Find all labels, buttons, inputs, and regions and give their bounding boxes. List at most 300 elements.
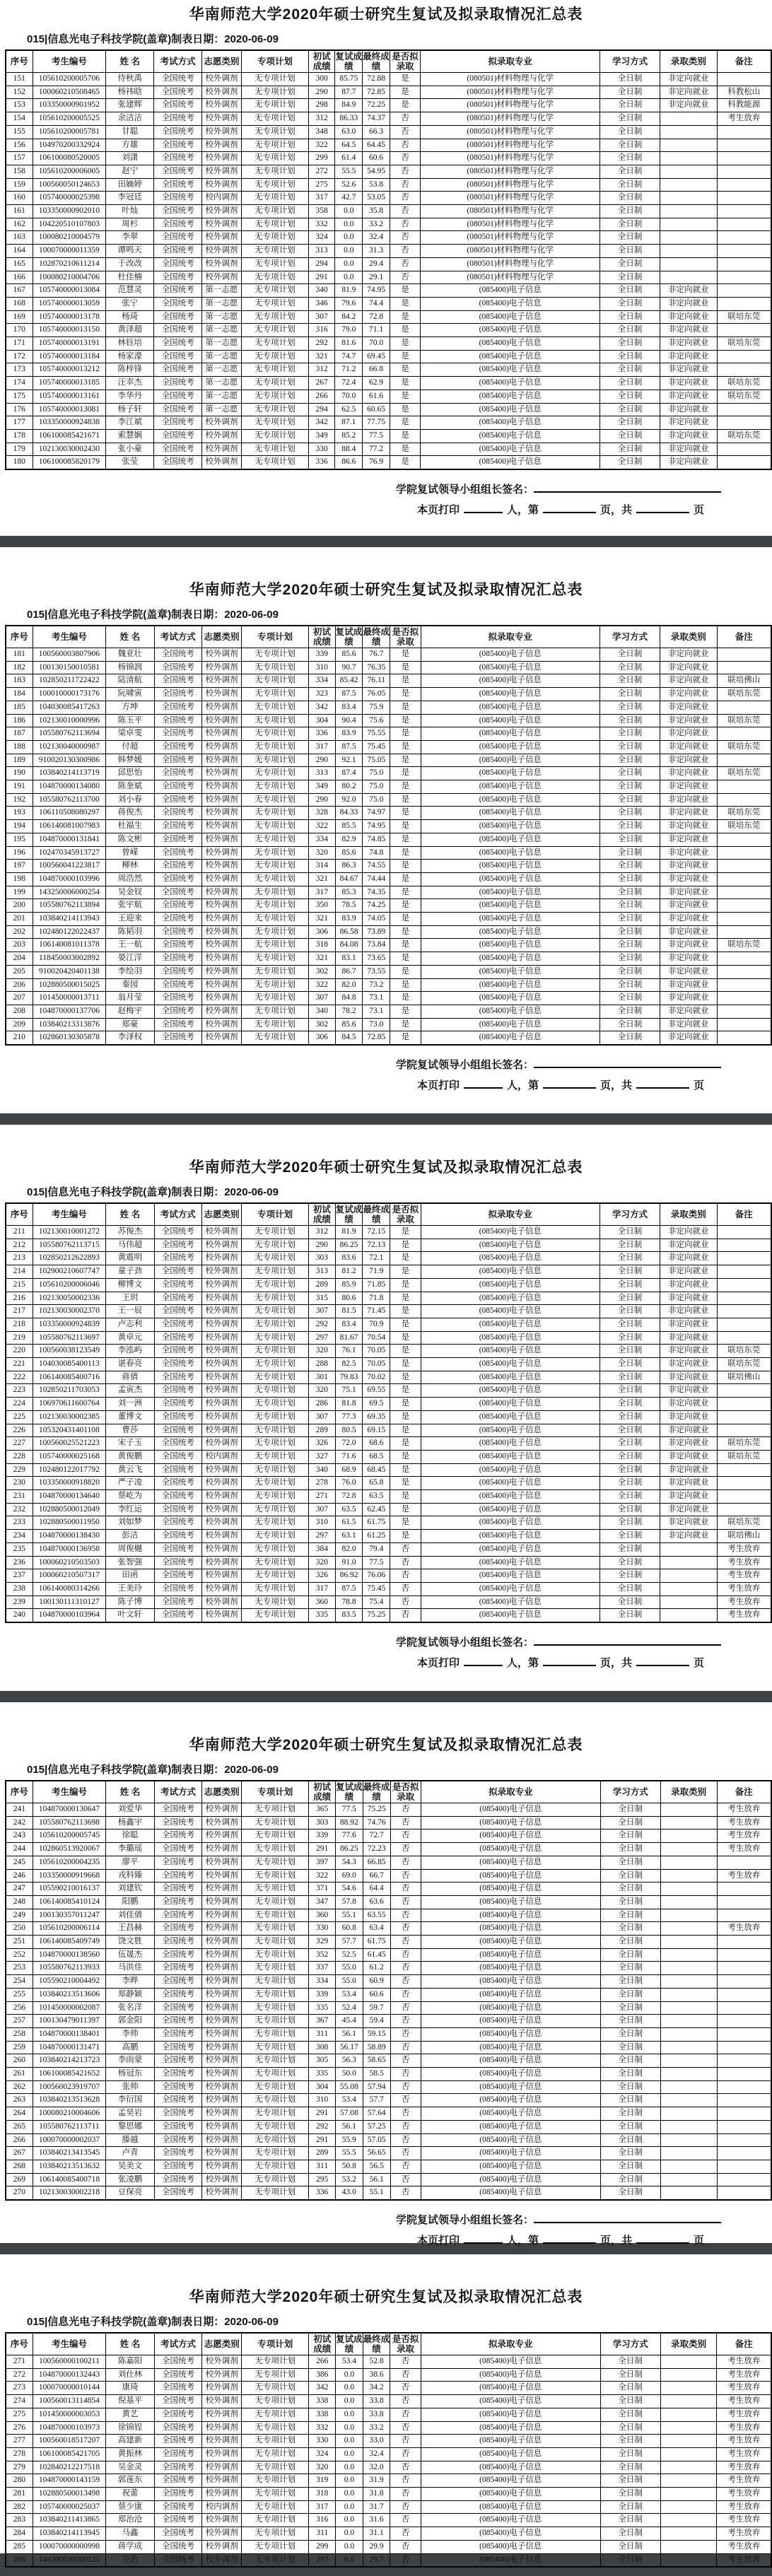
- cell-serial: 256: [6, 2001, 33, 2015]
- print-count-line: [0, 1655, 772, 1670]
- signature-line: [0, 2212, 772, 2227]
- cell-serial: 151: [6, 73, 33, 86]
- cell-admit: 是: [390, 1331, 421, 1345]
- table-row: [6, 2368, 771, 2382]
- cell-initial-score: 299: [309, 2540, 336, 2553]
- col-header-major: 拟录取专业: [421, 2333, 600, 2355]
- cell-admission-type: 非定向就业: [660, 846, 717, 860]
- table-row: [6, 456, 771, 469]
- cell-exam-method: 全国统考: [154, 284, 202, 298]
- table-row: [6, 1450, 771, 1463]
- cell-serial: 264: [6, 2107, 33, 2121]
- cell-final-score: 52.8: [363, 2355, 390, 2369]
- cell-study-mode: 全日制: [600, 2408, 660, 2421]
- cell-serial: 257: [6, 2015, 33, 2028]
- cell-major: (080501)材料物理与化学: [421, 112, 600, 126]
- cell-volunteer-category: 校外调剂: [202, 2080, 242, 2094]
- cell-admit: 是: [390, 324, 420, 337]
- cell-admit: 是: [390, 833, 421, 846]
- cell-candidate-id: 105740000013059: [33, 297, 106, 310]
- cell-serial: 213: [6, 1252, 33, 1265]
- cell-volunteer-category: 校外调剂: [202, 754, 242, 767]
- cell-special-plan: 无专项计划: [241, 73, 308, 86]
- cell-study-mode: 全日制: [600, 2001, 660, 2015]
- cell-volunteer-category: 校外调剂: [202, 1883, 242, 1896]
- table-row: [6, 1410, 771, 1424]
- cell-retest-score: 72.4: [335, 377, 363, 390]
- cell-final-score: 32.0: [363, 2461, 390, 2474]
- cell-admission-type: [660, 231, 717, 245]
- cell-name: 孟寅杰: [106, 1384, 154, 1398]
- cell-initial-score: 292: [309, 1318, 336, 1331]
- cell-retest-score: 68.9: [335, 1463, 363, 1477]
- cell-serial: 195: [6, 833, 33, 846]
- cell-volunteer-category: 校外调剂: [202, 2553, 242, 2567]
- cell-admit: 是: [390, 688, 421, 701]
- cell-special-plan: 无专项计划: [241, 1278, 308, 1292]
- cell-initial-score: 350: [309, 899, 336, 913]
- cell-remark: [717, 1856, 771, 1869]
- cell-retest-score: 0.0: [335, 205, 363, 218]
- cell-name: 陈玉平: [106, 714, 154, 727]
- cell-remark: [717, 2107, 771, 2121]
- cell-remark: [717, 965, 771, 978]
- cell-retest-score: 84.9: [335, 99, 363, 112]
- cell-remark: 联培东莞: [717, 377, 771, 390]
- cell-remark: 联培佛山: [717, 1371, 771, 1384]
- people-blank: [464, 2232, 503, 2244]
- cell-remark: [717, 192, 771, 205]
- cell-retest-score: 81.9: [335, 284, 363, 298]
- cell-study-mode: 全日制: [600, 1424, 660, 1437]
- cell-major: (085400)电子信息: [421, 1345, 600, 1358]
- cell-exam-method: 全国统考: [154, 2527, 202, 2541]
- cell-remark: [717, 925, 771, 939]
- cell-name: 祝蕾: [106, 2488, 154, 2501]
- cell-retest-score: 86.92: [335, 1569, 363, 1583]
- table-row: [6, 125, 771, 139]
- page-footer: [0, 481, 772, 517]
- cell-candidate-id: 104870000134080: [33, 780, 106, 794]
- cell-volunteer-category: 校外调剂: [202, 2173, 242, 2186]
- cell-name: 王一航: [106, 939, 154, 952]
- cell-volunteer-category: 校外调剂: [202, 2186, 242, 2200]
- cell-initial-score: 320: [309, 846, 336, 860]
- cell-final-score: 60.6: [363, 152, 390, 165]
- col-header-admit: 是否拟录取: [390, 2333, 421, 2355]
- cell-admission-type: [660, 2514, 717, 2527]
- cell-initial-score: 334: [309, 1975, 336, 1989]
- col-header-exam-method: 考试方式: [154, 50, 202, 73]
- cell-initial-score: 310: [309, 661, 336, 674]
- cell-study-mode: 全日制: [600, 1582, 660, 1596]
- cell-exam-method: 全国统考: [154, 2120, 202, 2133]
- cell-serial: 260: [6, 2054, 33, 2068]
- cell-study-mode: 全日制: [600, 1883, 660, 1896]
- cell-name: 黄卓元: [106, 1331, 154, 1345]
- cell-initial-score: 371: [309, 1883, 336, 1896]
- cell-major: (085400)电子信息: [421, 1031, 600, 1045]
- cell-exam-method: 全国统考: [154, 1869, 202, 1883]
- cell-candidate-id: 100080210004579: [33, 231, 106, 245]
- cell-name: 严子凌: [106, 1477, 154, 1490]
- cell-special-plan: 无专项计划: [242, 2488, 309, 2501]
- col-header-initial-score: 初试成绩: [308, 50, 335, 73]
- cell-candidate-id: 100130357011247: [33, 1909, 106, 1922]
- cell-volunteer-category: 校外调剂: [202, 674, 242, 688]
- cell-major: (085400)电子信息: [421, 1856, 600, 1869]
- cell-serial: 216: [6, 1292, 33, 1305]
- cell-initial-score: 338: [309, 2395, 336, 2408]
- cell-remark: [717, 271, 771, 284]
- cell-retest-score: 0.0: [336, 2500, 363, 2514]
- cell-serial: 156: [6, 139, 33, 152]
- cell-major: (085400)电子信息: [421, 1569, 600, 1583]
- cell-final-score: 57.7: [363, 2094, 390, 2107]
- table-row: [6, 1018, 771, 1031]
- cell-candidate-id: 100130150010581: [33, 661, 106, 674]
- cell-retest-score: 0.0: [336, 2447, 363, 2461]
- cell-volunteer-category: 校外调剂: [202, 820, 242, 833]
- cell-retest-score: 83.1: [335, 952, 363, 966]
- cell-final-score: 74.4: [363, 297, 390, 310]
- cell-major: (085400)电子信息: [421, 2068, 600, 2081]
- table-row: [6, 1463, 771, 1477]
- cell-volunteer-category: 校外调剂: [201, 73, 241, 86]
- cell-study-mode: 全日制: [600, 1265, 660, 1279]
- cell-volunteer-category: 校外调剂: [202, 2041, 242, 2054]
- cell-admit: 是: [390, 1239, 421, 1252]
- table-row: [6, 2041, 771, 2054]
- cell-special-plan: 无专项计划: [241, 846, 308, 860]
- cell-admission-type: [660, 2186, 717, 2200]
- cell-remark: 联培东莞: [717, 1450, 771, 1463]
- cell-admit: 是: [390, 1005, 421, 1018]
- cell-exam-method: 全国统考: [154, 192, 202, 205]
- cell-final-score: 72.25: [363, 99, 390, 112]
- cell-major: (085400)电子信息: [421, 2355, 600, 2369]
- cell-final-score: 60.9: [363, 1975, 390, 1989]
- cell-retest-score: 69.0: [335, 1869, 363, 1883]
- cell-name: 豆保亮: [106, 2186, 154, 2200]
- cell-retest-score: 80.5: [335, 1424, 363, 1437]
- cell-retest-score: 83.6: [335, 1252, 363, 1265]
- cell-remark: [717, 1239, 771, 1252]
- cell-retest-score: 76.1: [335, 1345, 363, 1358]
- cell-exam-method: 全国统考: [154, 125, 202, 139]
- cell-candidate-id: 106140085400718: [33, 2173, 106, 2186]
- cell-name: 滕越: [106, 2133, 154, 2147]
- cell-serial: 174: [6, 377, 33, 390]
- cell-retest-score: 0.0: [336, 2435, 363, 2448]
- cell-candidate-id: 105610200006005: [33, 165, 106, 178]
- cell-name: 苏俊杰: [106, 1226, 154, 1239]
- cell-major: (085400)电子信息: [421, 2015, 600, 2028]
- cell-serial: 274: [6, 2395, 33, 2408]
- cell-name: 张凌鹏: [106, 2173, 154, 2186]
- cell-major: (085400)电子信息: [421, 1239, 600, 1252]
- cell-major: (085400)电子信息: [421, 1005, 600, 1018]
- col-header-volunteer-category: 志愿类别: [202, 1781, 242, 1803]
- cell-exam-method: 全国统考: [154, 1975, 202, 1989]
- cell-volunteer-category: 校外调剂: [201, 86, 241, 99]
- cell-remark: [717, 443, 771, 456]
- cell-major: (085400)电子信息: [421, 337, 600, 351]
- cell-final-score: 79.4: [363, 1542, 390, 1556]
- print-count-line: [0, 1077, 772, 1092]
- cell-admission-type: [660, 257, 717, 271]
- cell-major: (085400)电子信息: [421, 939, 600, 952]
- cell-serial: 209: [6, 1018, 33, 1031]
- cell-exam-method: 全国统考: [154, 2553, 202, 2567]
- table-row: [6, 1345, 771, 1358]
- cell-admit: 是: [390, 1450, 421, 1463]
- cell-candidate-id: 103350000924838: [33, 416, 106, 430]
- cell-candidate-id: 143250006000254: [33, 886, 106, 899]
- cell-name: 蒋俊杰: [106, 807, 154, 820]
- cell-retest-score: 75.1: [335, 1384, 363, 1398]
- cell-study-mode: 全日制: [600, 1345, 660, 1358]
- cell-serial: 261: [6, 2068, 33, 2081]
- table-row: [6, 1530, 771, 1543]
- cell-admission-type: [660, 1988, 717, 2001]
- cell-candidate-id: 106100085421705: [33, 2447, 106, 2461]
- unit-people: 人，第: [507, 1079, 539, 1092]
- cell-remark: 考生放弃: [717, 1922, 771, 1936]
- cell-special-plan: 无专项计划: [242, 2160, 309, 2173]
- cell-special-plan: 无专项计划: [241, 807, 308, 820]
- cell-admission-type: 非定向就业: [660, 661, 717, 674]
- cell-exam-method: 全国统考: [154, 2001, 202, 2015]
- cell-retest-score: 55.0: [335, 1975, 363, 1989]
- table-row: [6, 648, 771, 662]
- cell-study-mode: 全日制: [600, 2447, 660, 2461]
- cell-final-score: 71.9: [363, 1265, 390, 1279]
- cell-admission-type: 非定向就业: [660, 648, 717, 662]
- cell-special-plan: 无专项计划: [241, 886, 308, 899]
- cell-remark: [717, 1398, 771, 1411]
- cell-final-score: 32.4: [363, 231, 390, 245]
- cell-major: (080501)材料物理与化学: [421, 152, 600, 165]
- cell-volunteer-category: 校外调剂: [202, 952, 242, 966]
- cell-exam-method: 全国统考: [154, 2080, 202, 2094]
- cell-exam-method: 全国统考: [154, 1556, 202, 1569]
- cell-study-mode: 全日制: [600, 1569, 660, 1583]
- cell-candidate-id: 102130040000987: [33, 740, 106, 754]
- cell-volunteer-category: 校外调剂: [202, 2527, 242, 2541]
- cell-serial: 240: [6, 1609, 33, 1622]
- cell-final-score: 32.4: [363, 2447, 390, 2461]
- table-row: [6, 337, 771, 351]
- cell-name: 李晔: [106, 1975, 154, 1989]
- cell-name: 黎思娜: [106, 2120, 154, 2133]
- cell-volunteer-category: 第一志愿: [201, 284, 241, 298]
- signature-blank: [534, 2212, 721, 2223]
- cell-retest-score: 86.25: [335, 1843, 363, 1856]
- cell-final-score: 59.7: [363, 2001, 390, 2015]
- cell-admission-type: [660, 1895, 717, 1909]
- cell-name: 郑静颖: [106, 1988, 154, 2001]
- cell-admission-type: 非定向就业: [660, 807, 717, 820]
- cell-special-plan: 无专项计划: [241, 1005, 308, 1018]
- cell-candidate-id: 105740000025168: [33, 1450, 106, 1463]
- cell-admit: 是: [390, 390, 420, 403]
- cell-admission-type: 非定向就业: [660, 1345, 717, 1358]
- cell-major: (085400)电子信息: [421, 1962, 600, 1975]
- cell-exam-method: 全国统考: [154, 2186, 202, 2200]
- cell-admission-type: 非定向就业: [660, 443, 717, 456]
- cell-retest-score: 52.6: [335, 178, 363, 192]
- cell-initial-score: 290: [309, 1239, 336, 1252]
- cell-volunteer-category: 校外调剂: [202, 833, 242, 846]
- cell-candidate-id: 105590210016137: [33, 1883, 106, 1896]
- cell-major: (085400)电子信息: [421, 1292, 600, 1305]
- cell-initial-score: 297: [309, 1331, 336, 1345]
- cell-major: (080501)材料物理与化学: [421, 218, 600, 231]
- cell-admission-type: 非定向就业: [660, 886, 717, 899]
- cell-major: (085400)电子信息: [421, 1305, 600, 1318]
- cell-initial-score: 316: [309, 2514, 336, 2527]
- cell-retest-score: 77.3: [335, 1410, 363, 1424]
- cell-admission-type: [660, 1829, 717, 1843]
- cell-initial-score: 360: [309, 1909, 336, 1922]
- table-row: [6, 99, 771, 112]
- cell-initial-score: 320: [309, 2461, 336, 2474]
- table-row: [6, 2474, 771, 2488]
- cell-admit: 否: [390, 1988, 421, 2001]
- cell-candidate-id: 105580762113700: [33, 793, 106, 807]
- cell-initial-score: 365: [309, 1803, 336, 1817]
- cell-exam-method: 全国统考: [154, 714, 202, 727]
- cell-serial: 248: [6, 1895, 33, 1909]
- cell-remark: [717, 1318, 771, 1331]
- col-header-name: 姓 名: [106, 2333, 154, 2355]
- page-total-blank: [636, 2232, 689, 2244]
- cell-name: 李璐瑶: [106, 1843, 154, 1856]
- cell-remark: [717, 165, 771, 178]
- cell-volunteer-category: 校外调剂: [202, 872, 242, 886]
- cell-major: (085400)电子信息: [421, 2080, 600, 2094]
- cell-remark: [717, 2054, 771, 2068]
- cell-remark: 考生放弃: [717, 2474, 771, 2488]
- cell-special-plan: 无专项计划: [242, 1988, 309, 2001]
- cell-study-mode: 全日制: [600, 231, 660, 245]
- cell-candidate-id: 106100085820179: [33, 456, 106, 469]
- cell-final-score: 63.55: [363, 1909, 390, 1922]
- cell-volunteer-category: 校外调剂: [202, 2461, 242, 2474]
- cell-study-mode: 全日制: [600, 1358, 660, 1371]
- cell-study-mode: 全日制: [600, 740, 660, 754]
- cell-name: 王昌赫: [106, 1922, 154, 1936]
- cell-final-score: 61.75: [363, 1936, 390, 1949]
- cell-major: (085400)电子信息: [421, 1909, 600, 1922]
- cell-volunteer-category: 校内调剂: [202, 1450, 242, 1463]
- cell-study-mode: 全日制: [600, 377, 660, 390]
- cell-admission-type: 非定向就业: [660, 1031, 717, 1045]
- cell-initial-score: 304: [309, 714, 336, 727]
- cell-retest-score: 84.33: [335, 807, 363, 820]
- cell-name: 范慧灵: [106, 284, 154, 298]
- cell-admission-type: [660, 1936, 717, 1949]
- cell-candidate-id: 106110508080297: [33, 807, 106, 820]
- cell-admission-type: [660, 2382, 717, 2395]
- cell-major: (085400)电子信息: [421, 1318, 600, 1331]
- cell-special-plan: 无专项计划: [242, 2107, 309, 2121]
- cell-candidate-id: 103840214113945: [33, 2527, 106, 2541]
- cell-remark: [717, 324, 771, 337]
- cell-remark: 联培东莞: [717, 337, 771, 351]
- cell-remark: [717, 139, 771, 152]
- cell-candidate-id: 104870000138560: [33, 1948, 106, 1962]
- cell-major: (085400)电子信息: [421, 872, 600, 886]
- cell-study-mode: 全日制: [600, 125, 660, 139]
- cell-study-mode: 全日制: [600, 1226, 660, 1239]
- cell-initial-score: 336: [309, 727, 336, 741]
- cell-serial: 228: [6, 1450, 33, 1463]
- cell-major: (080501)材料物理与化学: [421, 271, 600, 284]
- cell-special-plan: 无专项计划: [242, 2408, 309, 2421]
- cell-candidate-id: 106100085421652: [33, 2068, 106, 2081]
- cell-exam-method: 全国统考: [154, 178, 202, 192]
- cell-volunteer-category: 校外调剂: [202, 2147, 242, 2160]
- cell-special-plan: 无专项计划: [242, 1829, 309, 1843]
- cell-volunteer-category: 第一志愿: [201, 337, 241, 351]
- table-row: [6, 139, 771, 152]
- cell-exam-method: 全国统考: [154, 390, 202, 403]
- cell-major: (085400)电子信息: [421, 2107, 600, 2121]
- cell-exam-method: 全国统考: [154, 310, 202, 324]
- cell-exam-method: 全国统考: [154, 1031, 202, 1045]
- cell-major: (085400)电子信息: [421, 1278, 600, 1292]
- col-header-retest-score: 复试成绩: [335, 1204, 363, 1224]
- cell-volunteer-category: 校外调剂: [202, 1856, 242, 1869]
- department-date-line: 015|信息光电子科技学院(盖章)制表日期：2020-06-09: [27, 1186, 279, 1198]
- cell-admit: 否: [390, 165, 420, 178]
- cell-study-mode: 全日制: [600, 952, 660, 966]
- table-row: [6, 165, 771, 178]
- table-row: [6, 925, 771, 939]
- cell-final-score: 72.23: [363, 1843, 390, 1856]
- cell-admit: 否: [390, 2461, 421, 2474]
- cell-volunteer-category: 校外调剂: [201, 429, 241, 443]
- cell-exam-method: 全国统考: [154, 2015, 202, 2028]
- table-row: [6, 1883, 771, 1896]
- col-header-serial: 序号: [6, 1203, 33, 1226]
- table-row: [6, 2435, 771, 2448]
- cell-remark: 考生放弃: [717, 2553, 771, 2567]
- cell-study-mode: 全日制: [600, 1816, 660, 1829]
- page-footer: [0, 1057, 772, 1092]
- cell-remark: [717, 992, 771, 1005]
- col-header-candidate-id: 考生编号: [33, 1781, 106, 1803]
- cell-major: (085400)电子信息: [421, 992, 600, 1005]
- cell-remark: [717, 363, 771, 377]
- cell-name: 赵梅宇: [106, 1005, 154, 1018]
- cell-exam-method: 全国统考: [154, 1463, 202, 1477]
- cell-initial-score: 291: [309, 2107, 336, 2121]
- cell-remark: [717, 73, 771, 86]
- cell-major: (085400)电子信息: [421, 1424, 600, 1437]
- cell-retest-score: 86.7: [335, 965, 363, 978]
- cell-admission-type: [660, 2080, 717, 2094]
- cell-special-plan: 无专项计划: [242, 2421, 309, 2435]
- cell-special-plan: 无专项计划: [241, 952, 308, 966]
- cell-study-mode: 全日制: [600, 1239, 660, 1252]
- cell-exam-method: 全国统考: [154, 688, 202, 701]
- cell-admit: 否: [390, 1609, 421, 1622]
- cell-retest-score: 81.5: [335, 1305, 363, 1318]
- cell-special-plan: 无专项计划: [241, 1477, 308, 1490]
